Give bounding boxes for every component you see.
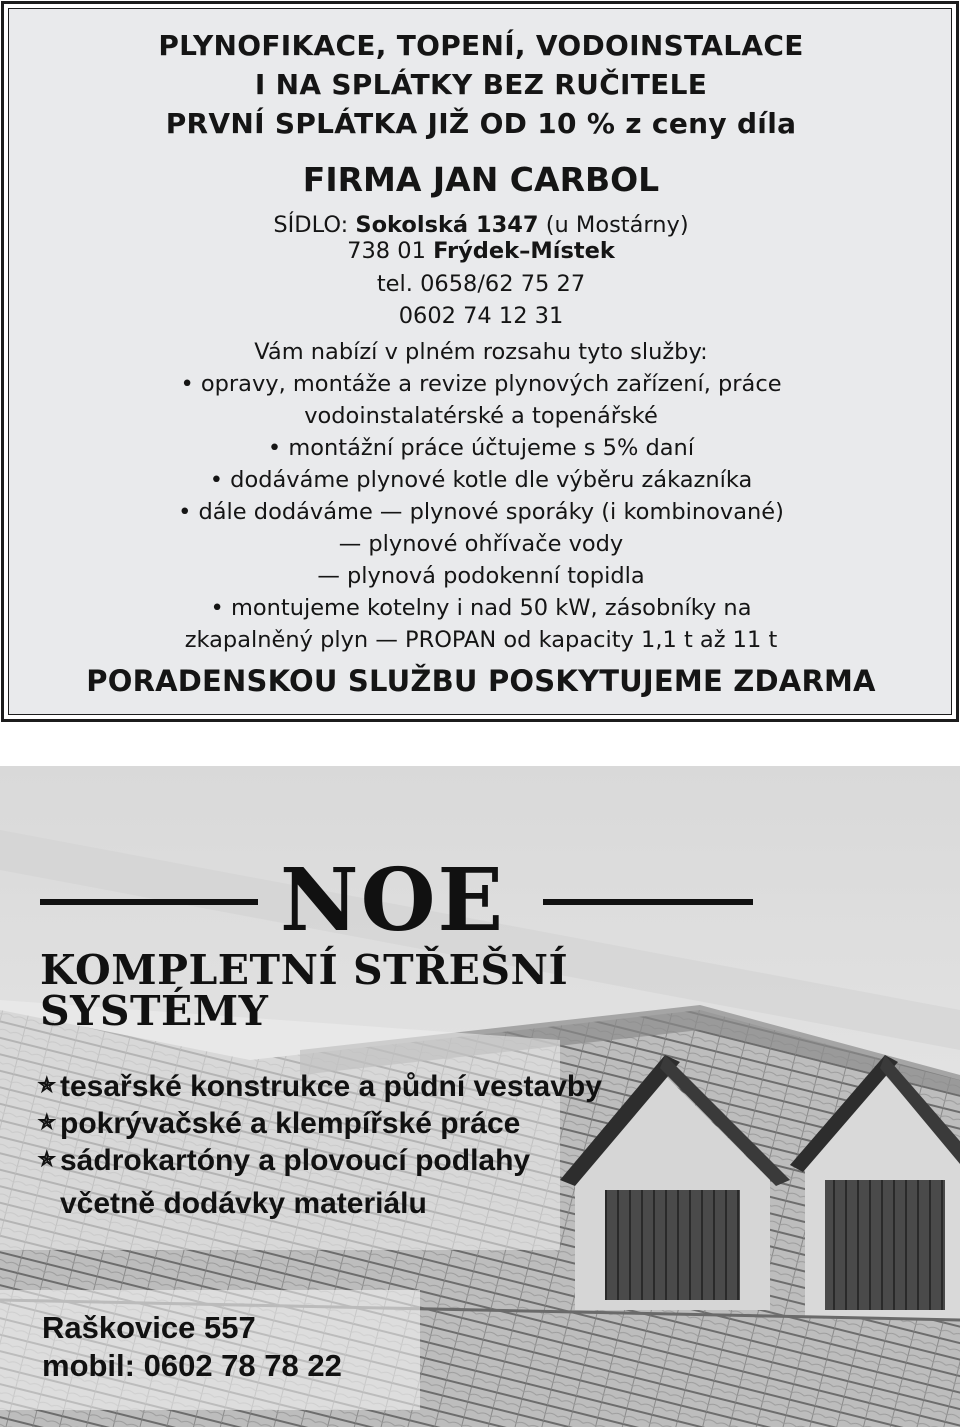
phone-1: 0658/62 75 27 [420, 271, 586, 297]
service-line: vodoinstalatérské a topenářské [304, 403, 658, 429]
firm-name: FIRMA JAN CARBOL [302, 160, 660, 199]
service-line: • montujeme kotelny i nad 50 kW, zásobníky na [210, 595, 752, 621]
headline-line-2: I NA SPLÁTKY BEZ RUČITELE [254, 68, 708, 101]
service-item: ✯ tesařské konstrukce a půdní vestavby [38, 1070, 602, 1103]
star-icon: ✯ [38, 1111, 56, 1134]
seat-note: (u Mostárny) [545, 212, 689, 238]
service-line: zkapalněný plyn — PROPAN od kapacity 1,1 t až 11 t [184, 627, 778, 653]
headline-line-1: PLYNOFIKACE, TOPENÍ, VODOINSTALACE [158, 29, 804, 62]
roofing-tagline: KOMPLETNÍ STŘEŠNÍ SYSTÉMY [40, 946, 569, 1035]
logo-left-rule [40, 899, 258, 905]
service-line: • opravy, montáže a revize plynových zařízení, práce [180, 371, 782, 397]
service-item: ✯ pokrývačské a klempířské práce [38, 1107, 521, 1140]
service-line: • dále dodáváme — plynové sporáky (i kombinované) [178, 499, 784, 525]
postcode: 738 01 [347, 238, 426, 264]
free-advice-footer: PORADENSKOU SLUŽBU POSKYTUJEME ZDARMA [86, 664, 876, 698]
materials-note: včetně dodávky materiálu [60, 1187, 427, 1220]
gas-installation-ad [1, 1, 959, 722]
logo-right-rule [543, 899, 753, 905]
phone-line-1 [9, 271, 953, 297]
address: Raškovice 557 [42, 1310, 256, 1345]
seat-address [9, 212, 953, 238]
city: Frýdek–Místek [433, 238, 615, 264]
noe-logo: NOE [280, 850, 506, 951]
headline-line-3: PRVNÍ SPLÁTKA JIŽ OD 10 % z ceny díla [165, 107, 797, 140]
services-intro: Vám nabízí v plném rozsahu tyto služby: [254, 339, 708, 365]
seat-street: Sokolská 1347 [355, 212, 539, 238]
phone-2: 0602 74 12 31 [398, 303, 564, 329]
ad-inner-frame [8, 8, 952, 715]
star-icon: ✯ [38, 1074, 56, 1097]
service-item: ✯ sádrokartóny a plovoucí podlahy [38, 1144, 531, 1177]
phone-label: tel. [376, 271, 413, 297]
service-line: — plynové ohřívače vody [338, 531, 624, 557]
seat-city [9, 238, 953, 264]
service-line: — plynová podokenní topidla [317, 563, 645, 589]
service-line: • montážní práce účtujeme s 5% daní [267, 435, 695, 461]
service-line: • dodáváme plynové kotle dle výběru zákazníka [209, 467, 753, 493]
star-icon: ✯ [38, 1148, 56, 1171]
seat-label: SÍDLO: [273, 212, 349, 238]
mobile-phone: mobil: 0602 78 78 22 [42, 1348, 342, 1383]
